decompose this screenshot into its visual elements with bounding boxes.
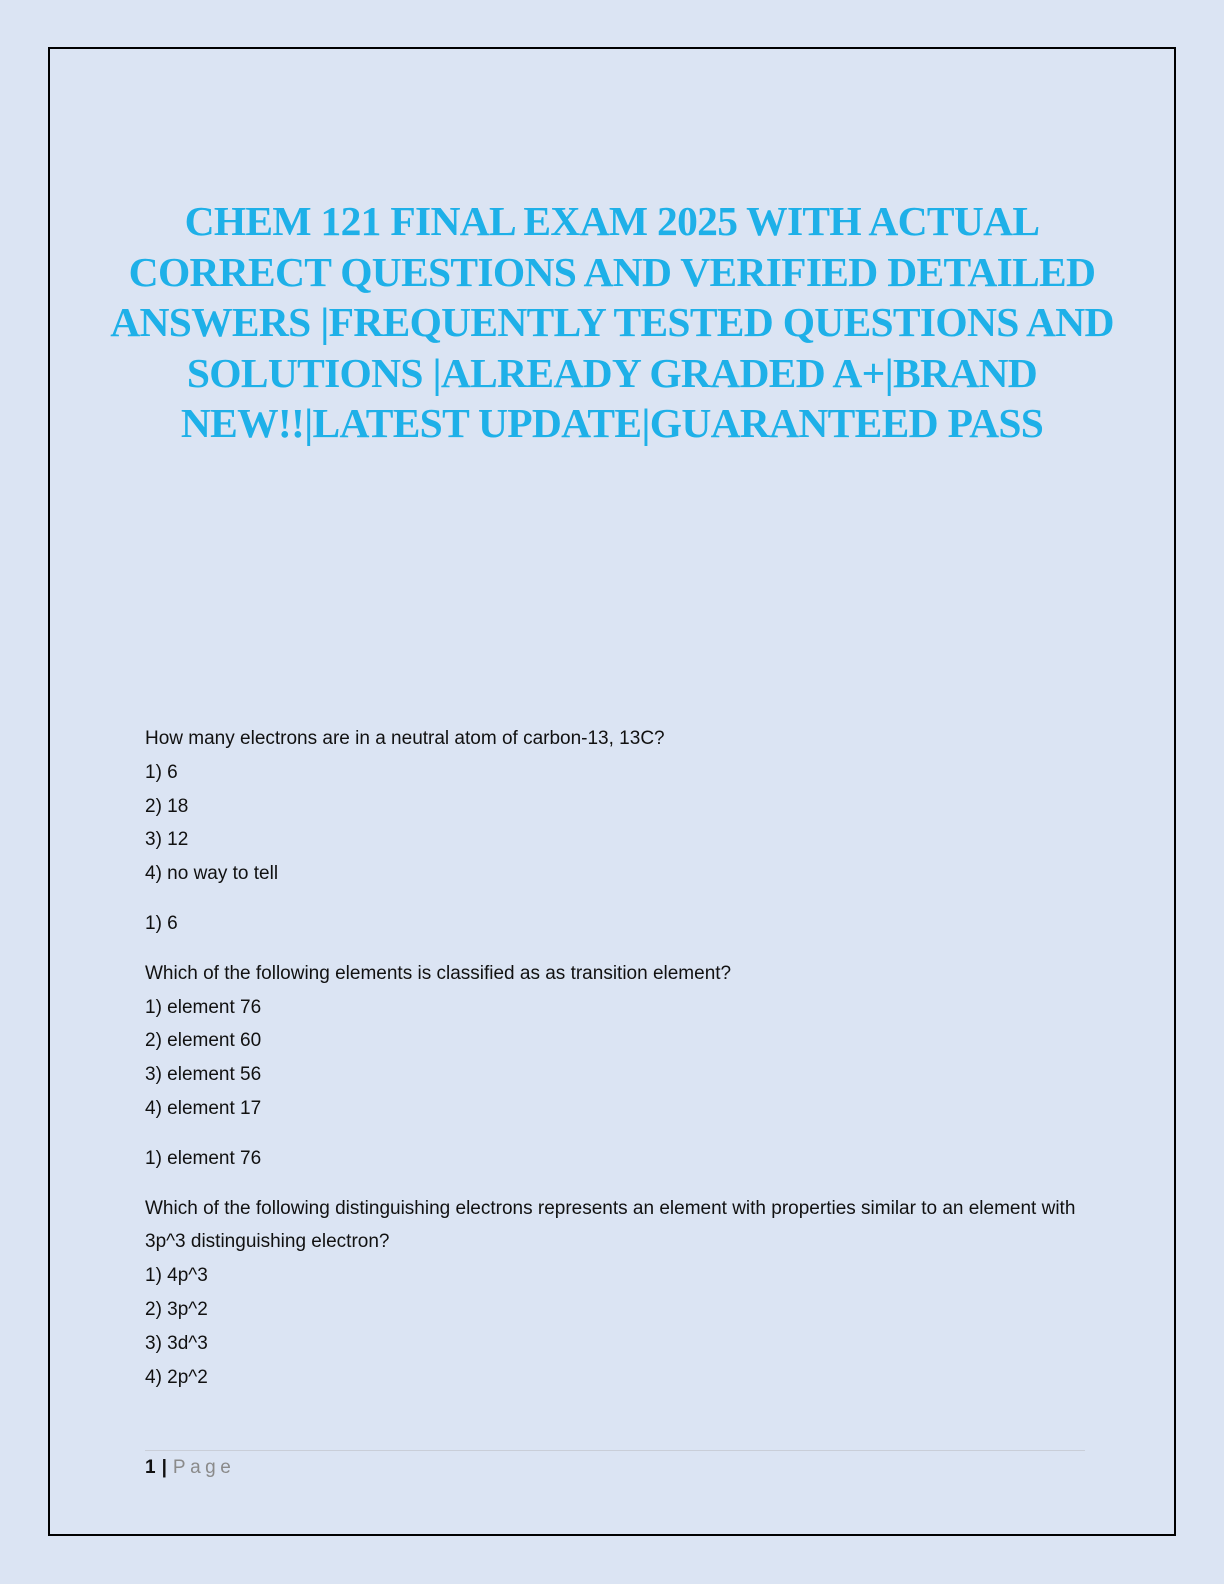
- answer-option: 3) 12: [145, 829, 189, 851]
- answer-option: 1) 6: [145, 761, 178, 783]
- question-list: [145, 722, 1085, 1394]
- answer-option: 3) element 56: [145, 1064, 262, 1086]
- question-text: Which of the following elements is classified as as transition element?: [145, 962, 732, 984]
- answer-option: 2) 18: [145, 795, 189, 817]
- answer-option: 4) 2p^2: [145, 1366, 208, 1388]
- question-text: Which of the following distinguishing electrons represents an element with properties similar to an element with 3p^3 distinguishing electron?: [145, 1197, 1076, 1253]
- question-text: How many electrons are in a neutral atom of carbon-13, 13C?: [145, 728, 665, 749]
- answer-option: 2) 3p^2: [145, 1298, 208, 1320]
- footer-separator: |: [161, 1457, 167, 1478]
- page-number: 1: [145, 1457, 156, 1478]
- footer-divider: [145, 1450, 1085, 1451]
- answer-option: 3) 3d^3: [145, 1332, 208, 1354]
- answer-option: 2) element 60: [145, 1030, 262, 1052]
- answer-option: 4) no way to tell: [145, 863, 279, 885]
- question-block: [145, 1192, 1085, 1395]
- page-footer: [145, 1455, 235, 1481]
- answer-option: 4) element 17: [145, 1097, 262, 1119]
- correct-answer: 1) element 76: [145, 1147, 262, 1169]
- correct-answer: 1) 6: [145, 912, 178, 934]
- answer-option: 1) 4p^3: [145, 1265, 208, 1287]
- question-block: [145, 957, 1085, 1176]
- document-title: CHEM 121 FINAL EXAM 2025 WITH ACTUAL CORRECT QUESTIONS AND VERIFIED DETAILED ANSWERS |FREQUENTLY TESTED QUESTIONS AND SOLUTIONS |ALREADY GRADED A+|BRAND NEW!!|LATEST UPDATE|GUARANTEED PASS: [110, 198, 1114, 446]
- page-label: Page: [172, 1457, 236, 1478]
- question-block: [145, 722, 1085, 941]
- answer-option: 1) element 76: [145, 996, 262, 1018]
